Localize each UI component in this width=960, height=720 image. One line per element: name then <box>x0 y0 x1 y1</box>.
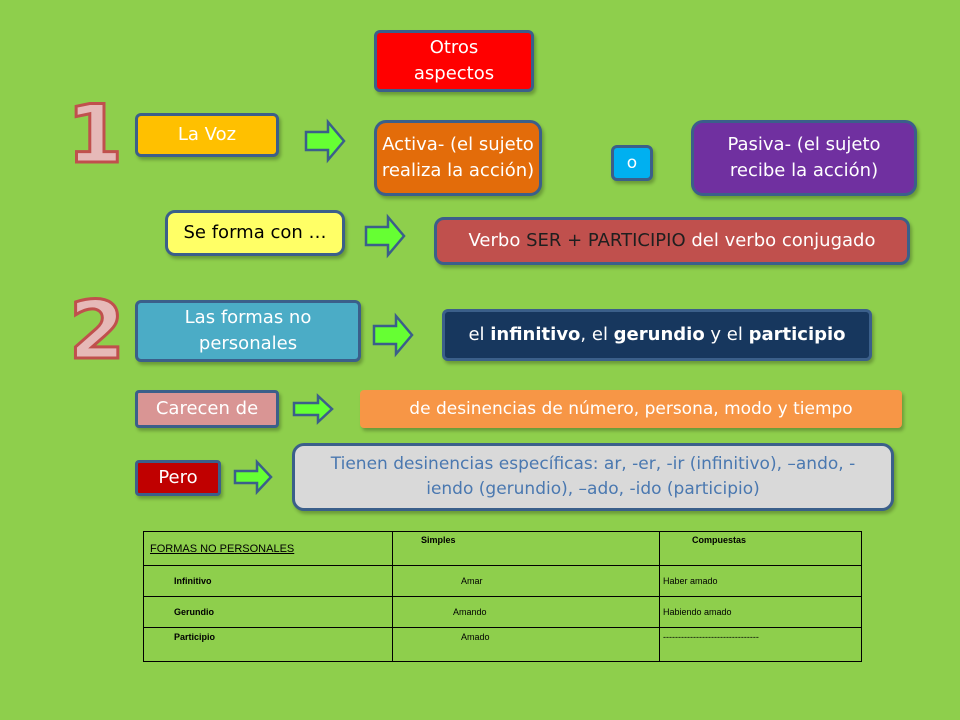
pasiva-label: Pasiva- (el sujeto recibe la acción) <box>727 133 881 181</box>
table-cell <box>393 628 660 662</box>
se-forma-box <box>165 210 345 256</box>
table-header-row <box>144 532 862 566</box>
table-cell <box>144 566 393 597</box>
tienen-box <box>292 443 894 511</box>
infinitivo-box <box>442 309 872 361</box>
activa-box <box>374 120 542 196</box>
activa-label: Activa- (el sujeto realiza la acción) <box>381 133 535 181</box>
verbo-text-ser: SER + PARTICIPIO <box>526 229 686 251</box>
formas-label: Las formas no personales <box>184 306 312 354</box>
tienen-label: Tienen desinencias específicas: ar, -er, -ir (infinitivo), –ando, -iendo (gerundio), –ado, -ido (participio) <box>330 454 856 499</box>
arrow-right-icon <box>233 460 273 494</box>
la-voz-label: La Voz <box>177 123 237 145</box>
infinitivo-text-3: y el <box>704 323 749 345</box>
table-header-cell <box>660 532 862 566</box>
carecen-box <box>135 390 279 428</box>
desinencias-label: de desinencias de número, persona, modo y tiempo <box>409 398 853 419</box>
verbo-box <box>434 217 910 265</box>
infinitivo-text-2: , el <box>580 323 614 345</box>
table-cell-text: Amado <box>461 632 490 642</box>
formas-table <box>143 531 862 662</box>
pero-box <box>135 460 221 496</box>
infinitivo-label <box>468 322 845 348</box>
carecen-label: Carecen de <box>155 397 259 419</box>
table-cell-text: -------------------------------- <box>663 632 759 642</box>
table-row <box>144 597 862 628</box>
pasiva-box <box>691 120 917 196</box>
arrow-right-icon <box>304 120 346 162</box>
infinitivo-text-1: el <box>468 323 491 345</box>
arrow-right-icon <box>364 215 406 257</box>
table-cell-text: Infinitivo <box>174 576 212 586</box>
table-cell <box>144 628 393 662</box>
table-cell-text: Haber amado <box>663 576 718 586</box>
desinencias-box <box>360 390 902 428</box>
table-row <box>144 628 862 662</box>
la-voz-box <box>135 113 279 157</box>
verbo-text-2: del verbo conjugado <box>685 229 876 251</box>
table-cell-text: Participio <box>174 632 216 642</box>
o-box <box>611 145 653 181</box>
table-cell <box>393 566 660 597</box>
arrow-right-icon <box>372 314 414 356</box>
number-two <box>69 284 125 377</box>
table-cell <box>393 597 660 628</box>
o-label: o <box>626 152 638 173</box>
table-cell <box>660 597 862 628</box>
table-cell-text: Habiendo amado <box>663 607 732 617</box>
otros-aspectos-box <box>374 30 534 92</box>
table-row <box>144 566 862 597</box>
se-forma-label: Se forma con … <box>183 221 327 243</box>
table-header-label: Simples <box>421 535 456 545</box>
arrow-right-icon <box>292 394 334 424</box>
table-cell <box>660 566 862 597</box>
table-cell-text: Gerundio <box>174 607 214 617</box>
table-cell-text: Amando <box>453 607 487 617</box>
formas-box <box>135 300 361 362</box>
table-cell <box>144 597 393 628</box>
infinitivo-bold-2: gerundio <box>613 323 705 345</box>
table-header-cell <box>144 532 393 566</box>
otros-aspectos-label: Otros aspectos <box>413 36 495 84</box>
table-header-label: Compuestas <box>692 535 747 545</box>
table-cell-text: Amar <box>461 576 483 586</box>
number-two-text: 2 <box>69 284 125 377</box>
pero-label: Pero <box>158 466 198 488</box>
table-header-label: FORMAS NO PERSONALES <box>150 542 295 555</box>
table-header-cell <box>393 532 660 566</box>
table-cell <box>660 628 862 662</box>
number-one-text: 1 <box>67 88 123 181</box>
verbo-label <box>469 228 876 254</box>
infinitivo-bold-1: infinitivo <box>490 323 581 345</box>
infinitivo-bold-3: participio <box>748 323 846 345</box>
number-one <box>67 88 123 181</box>
verbo-text-1: Verbo <box>468 229 527 251</box>
